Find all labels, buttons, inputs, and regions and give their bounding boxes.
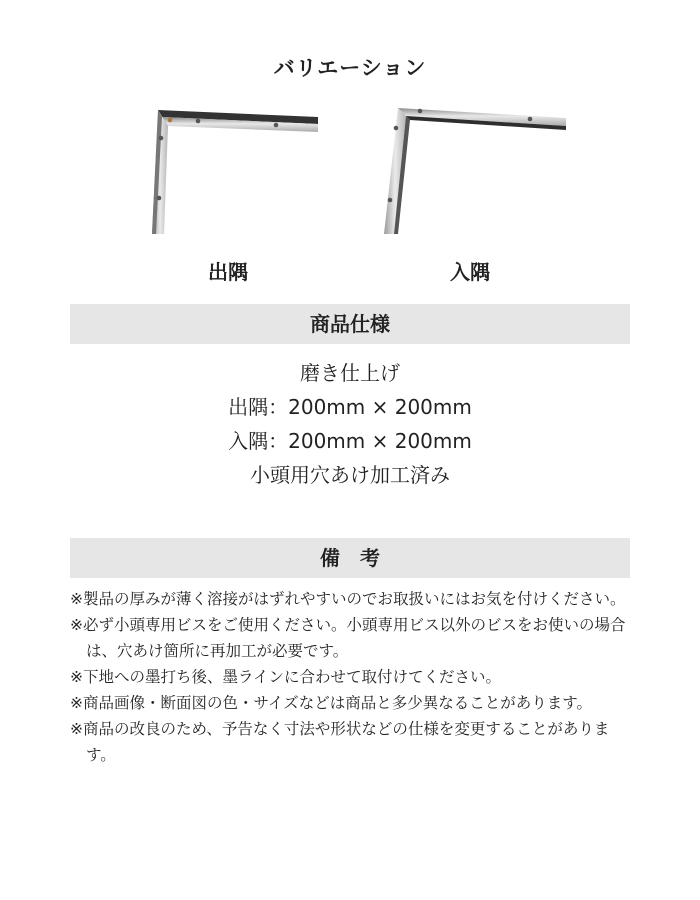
spec-heading: 商品仕様: [70, 304, 630, 344]
remarks-list: [70, 586, 636, 768]
remark-item: ※商品の改良のため、予告なく寸法や形状などの仕様を変更することがあります。: [70, 720, 610, 764]
spec-line: 磨き仕上げ: [300, 361, 400, 385]
spec-line: 小頭用穴あけ加工済み: [250, 463, 450, 487]
spec-line: 入隅：200mm × 200mm: [228, 429, 472, 453]
remark-item: ※商品画像・断面図の色・サイズなどは商品と多少異なることがあります。: [70, 694, 593, 712]
variations-title: バリエーション: [273, 56, 427, 80]
remark-item: ※必ず小頭専用ビスをご使用ください。小頭専用ビス以外のビスをお使いの場合は、穴あけ箇所に再加工が必要です。: [70, 616, 626, 660]
spec-line: 出隅：200mm × 200mm: [228, 395, 472, 419]
remarks-heading: 備考: [70, 538, 630, 578]
spec-list: [70, 356, 630, 492]
variant-inside-corner-label: 入隅: [450, 260, 490, 284]
remark-item: ※製品の厚みが薄く溶接がはずれやすいのでお取扱いにはお気を付けください。: [70, 590, 626, 608]
variant-inside-corner: [380, 100, 560, 290]
variant-outside-corner-label: 出隅: [208, 260, 248, 284]
variant-outside-corner: [138, 100, 318, 290]
inside-corner-bracket-image: [380, 100, 570, 240]
remark-item: ※下地への墨打ち後、墨ラインに合わせて取付けてください。: [70, 668, 502, 686]
outside-corner-bracket-image: [138, 100, 318, 240]
